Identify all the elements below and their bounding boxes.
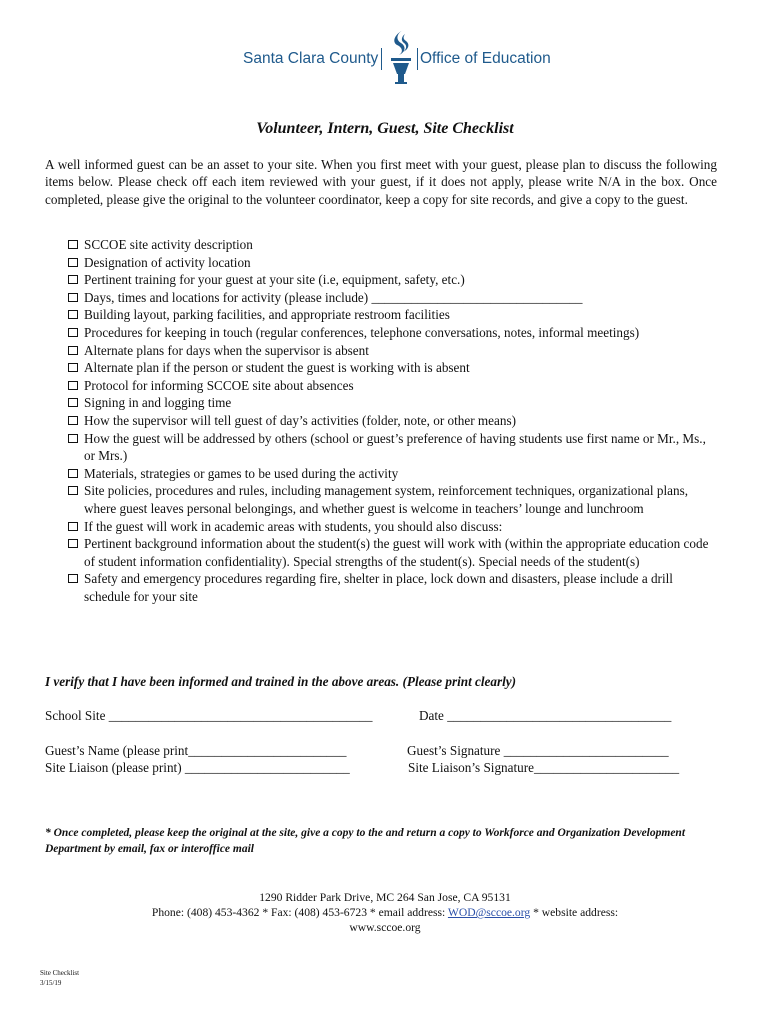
liaison-name-field[interactable]: Site Liaison (please print) _________________________ (45, 760, 350, 775)
checkbox[interactable] (68, 310, 78, 319)
checklist-item-label: How the guest will be addressed by others (school or guest’s preference of having students use first name or Mr., Ms., or Mrs.) (84, 430, 706, 464)
checklist-item (68, 570, 718, 605)
checklist-item (68, 236, 718, 254)
checklist-item (68, 359, 718, 377)
checklist-item-label: Alternate plan if the person or student the guest is working with is absent (84, 360, 470, 376)
date-field[interactable]: Date __________________________________ (419, 708, 672, 723)
intro-paragraph: A well informed guest can be an asset to your site. When you first meet with your guest, please plan to discuss the following items below. Please check off each item reviewed with your guest, if it does not apply, please write N/A in the box. Once completed, please give the original to the volunteer coordinator, keep a copy for site records, and give a copy to the guest. (45, 157, 717, 207)
verification-statement: I verify that I have been informed and trained in the above areas. (Please print clearly) (45, 674, 517, 689)
checklist-item-label: Pertinent background information about the student(s) the guest will work with (within the appropriate education code of student information confidentiality). Special strengths of the student(s). Special needs of the student(s) (84, 536, 709, 569)
checklist-item-label: Pertinent training for your guest at your site (i.e, equipment, safety, etc.) (84, 272, 465, 288)
checklist-item-label: Site policies, procedures and rules, including management system, reinforcement techniques, organizational plans, where guest leaves personal belongings, and whether guest is welcome in teachers’ lounge and lunchroom (84, 483, 689, 516)
logo-county-text: Santa Clara County (243, 50, 379, 67)
contact-website-label: * website address: (530, 906, 619, 919)
checklist-item (68, 535, 718, 570)
checklist-item-label: Days, times and locations for activity (please include) ________________________________ (84, 289, 583, 305)
checklist-item-label: Building layout, parking facilities, and appropriate restroom facilities (84, 307, 450, 323)
checklist-item-label: Protocol for informing SCCOE site about absences (84, 377, 354, 393)
checkbox[interactable] (68, 293, 78, 302)
checkbox[interactable] (68, 398, 78, 407)
checklist-item (68, 306, 718, 324)
address-block (0, 890, 770, 935)
checklist-item (68, 394, 718, 412)
school-site-field[interactable]: School Site ________________________________________ (45, 708, 373, 723)
footnote: * Once completed, please keep the original at the site, give a copy to the and return a copy to Workforce and Organization Development Department by email, fax or interoffice mail (45, 827, 686, 855)
checkbox[interactable] (68, 363, 78, 372)
checklist-item-label: Procedures for keeping in touch (regular conferences, telephone conversations, notes, informal meetings) (84, 324, 640, 340)
checkbox[interactable] (68, 258, 78, 267)
checklist-item (68, 254, 718, 272)
logo-divider-right (417, 48, 418, 70)
website-text: www.sccoe.org (349, 921, 421, 934)
liaison-signature-field[interactable]: Site Liaison’s Signature______________________ (408, 760, 680, 775)
document-title: Volunteer, Intern, Guest, Site Checklist (256, 120, 514, 137)
checkbox[interactable] (68, 522, 78, 531)
checklist-item-label: Alternate plans for days when the supervisor is absent (84, 342, 369, 358)
sccoe-logo (0, 28, 770, 86)
checklist-item-label: SCCOE site activity description (84, 237, 253, 252)
checklist-item-label: If the guest will work in academic areas with students, you should also discuss: (84, 518, 503, 534)
guest-signature-field[interactable]: Guest’s Signature _________________________ (407, 743, 669, 758)
checkbox[interactable] (68, 469, 78, 478)
checklist-item (68, 518, 718, 536)
document-stamp (40, 968, 79, 988)
contact-line (0, 905, 770, 920)
checkbox[interactable] (68, 275, 78, 284)
guest-name-field[interactable]: Guest’s Name (please print________________________ (45, 743, 347, 758)
checklist-item (68, 465, 718, 483)
email-link[interactable]: WOD@sccoe.org (447, 906, 531, 919)
checklist-item (68, 482, 718, 517)
checklist-item-label: Designation of activity location (84, 254, 251, 270)
checklist-item-label: How the supervisor will tell guest of day’s activities (folder, note, or other means) (84, 412, 516, 428)
checklist-item (68, 324, 718, 342)
checkbox[interactable] (68, 539, 78, 548)
checklist-item (68, 342, 718, 360)
logo-divider-left (381, 48, 382, 70)
contact-phone-fax: Phone: (408) 453-4362 * Fax: (408) 453-6723 * email address: (151, 906, 448, 919)
logo-office-text: Office of Education (420, 50, 551, 67)
checklist-item-label: Safety and emergency procedures regarding fire, shelter in place, lock down and disasters, please include a drill schedule for your site (84, 571, 673, 604)
checklist-item (68, 271, 718, 289)
checkbox[interactable] (68, 574, 78, 583)
address-line: 1290 Ridder Park Drive, MC 264 San Jose, CA 95131 (259, 891, 511, 904)
checklist (68, 236, 718, 605)
stamp-doc-name: Site Checklist (40, 969, 80, 977)
checkbox[interactable] (68, 486, 78, 495)
checklist-item (68, 430, 718, 465)
checkbox[interactable] (68, 381, 78, 390)
checkbox[interactable] (68, 434, 78, 443)
torch-emblem-icon (387, 28, 415, 86)
checklist-item-label: Materials, strategies or games to be used during the activity (84, 465, 399, 481)
stamp-date: 3/15/19 (40, 979, 62, 987)
checkbox[interactable] (68, 346, 78, 355)
checklist-item (68, 412, 718, 430)
checkbox[interactable] (68, 240, 78, 249)
checkbox[interactable] (68, 328, 78, 337)
checklist-item (68, 377, 718, 395)
checklist-item (68, 289, 718, 307)
checkbox[interactable] (68, 416, 78, 425)
checklist-item-label: Signing in and logging time (84, 395, 232, 411)
